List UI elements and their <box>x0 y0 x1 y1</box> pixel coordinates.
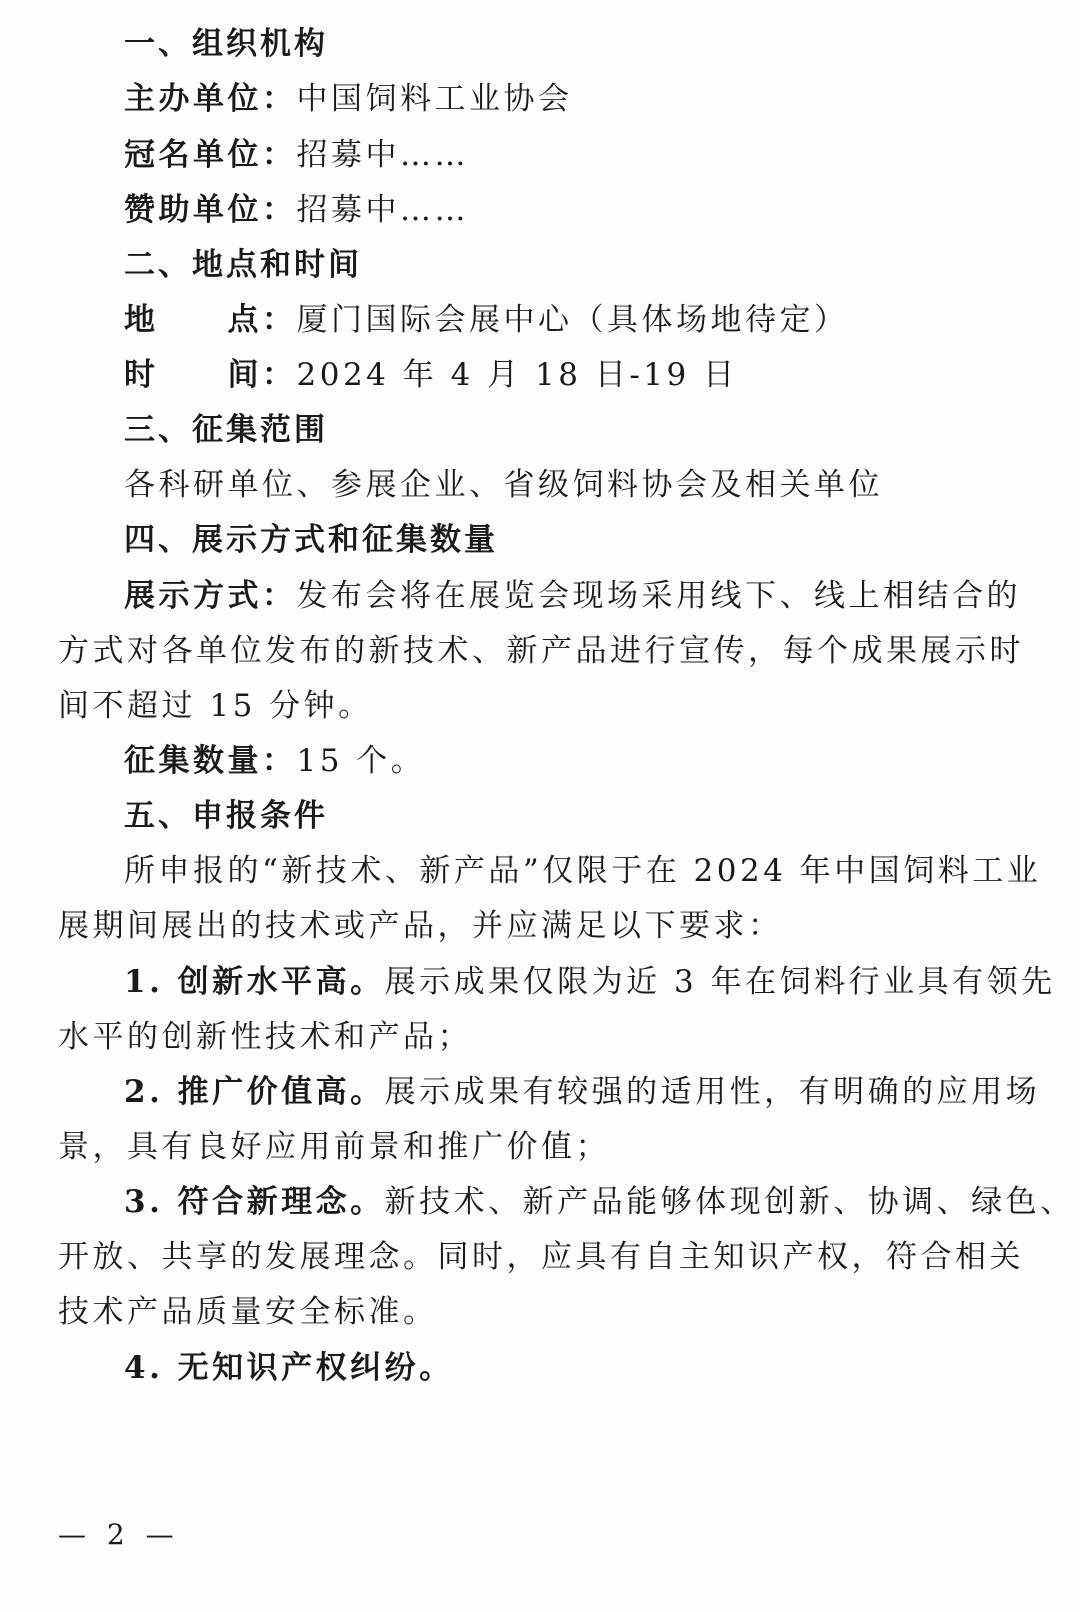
time-label: 时 间： <box>124 357 297 393</box>
time-value: 2024 年 4 月 18 日-19 日 <box>296 357 738 393</box>
organizer-row <box>124 71 1020 127</box>
condition-3-line-3: 技术产品质量安全标准。 <box>58 1294 438 1330</box>
title-sponsor-label: 冠名单位： <box>124 137 297 173</box>
condition-4-title: 4. 无知识产权纠纷。 <box>124 1350 454 1386</box>
sponsor-row <box>124 182 1020 238</box>
page-number: — 2 — <box>58 1518 180 1551</box>
title-sponsor-value: 招募中…… <box>296 137 469 173</box>
section-4-heading: 四、展示方式和征集数量 <box>124 522 498 558</box>
organizer-value: 中国饲料工业协会 <box>296 81 573 117</box>
section-5-heading: 五、申报条件 <box>124 798 328 834</box>
condition-3-line-2: 开放、共享的发展理念。同时，应具有自主知识产权，符合相关 <box>58 1239 1024 1275</box>
organizer-label: 主办单位： <box>124 81 297 117</box>
scope-text: 各科研单位、参展企业、省级饲料协会及相关单位 <box>124 467 883 503</box>
place-value: 厦门国际会展中心（具体场地待定） <box>296 302 849 338</box>
display-mode-line-1 <box>124 568 1020 624</box>
title-sponsor-row <box>124 127 1020 183</box>
display-mode-line-2: 方式对各单位发布的新技术、新产品进行宣传，每个成果展示时 <box>58 633 1024 669</box>
condition-3-title: 3. 符合新理念。 <box>124 1184 385 1220</box>
condition-4-line <box>124 1340 1020 1396</box>
time-row <box>124 347 1020 403</box>
condition-3-line-1 <box>124 1174 1075 1230</box>
section-3-heading: 三、征集范围 <box>124 412 328 448</box>
section-1-heading: 一、组织机构 <box>124 26 328 62</box>
count-value: 15 个。 <box>296 743 426 779</box>
conditions-intro-line-1: 所申报的“新技术、新产品”仅限于在 2024 年中国饲料工业 <box>124 853 1042 889</box>
condition-1-line-2: 水平的创新性技术和产品； <box>58 1019 472 1055</box>
condition-2-text-1: 展示成果有较强的适用性，有明确的应用场 <box>384 1074 1041 1110</box>
condition-1-line-1 <box>124 954 1056 1010</box>
condition-3-text-1: 新技术、新产品能够体现创新、协调、绿色、 <box>384 1184 1075 1220</box>
place-row <box>124 292 1020 348</box>
count-label: 征集数量： <box>124 743 297 779</box>
display-mode-line-3: 间不超过 15 分钟。 <box>58 688 373 724</box>
condition-2-line-2: 景，具有良好应用前景和推广价值； <box>58 1129 610 1165</box>
count-row <box>124 733 1020 789</box>
condition-1-title: 1. 创新水平高。 <box>124 964 385 1000</box>
place-label: 地 点： <box>124 302 297 338</box>
sponsor-label: 赞助单位： <box>124 192 297 228</box>
condition-2-title: 2. 推广价值高。 <box>124 1074 385 1110</box>
sponsor-value: 招募中…… <box>296 192 469 228</box>
display-mode-label: 展示方式： <box>124 578 297 614</box>
section-2-heading: 二、地点和时间 <box>124 247 362 283</box>
condition-1-text-1: 展示成果仅限为近 3 年在饲料行业具有领先 <box>384 964 1056 1000</box>
condition-2-line-1 <box>124 1064 1041 1120</box>
conditions-intro-line-2: 展期间展出的技术或产品，并应满足以下要求： <box>58 908 783 944</box>
display-mode-text-1: 发布会将在展览会现场采用线下、线上相结合的 <box>296 578 1021 614</box>
